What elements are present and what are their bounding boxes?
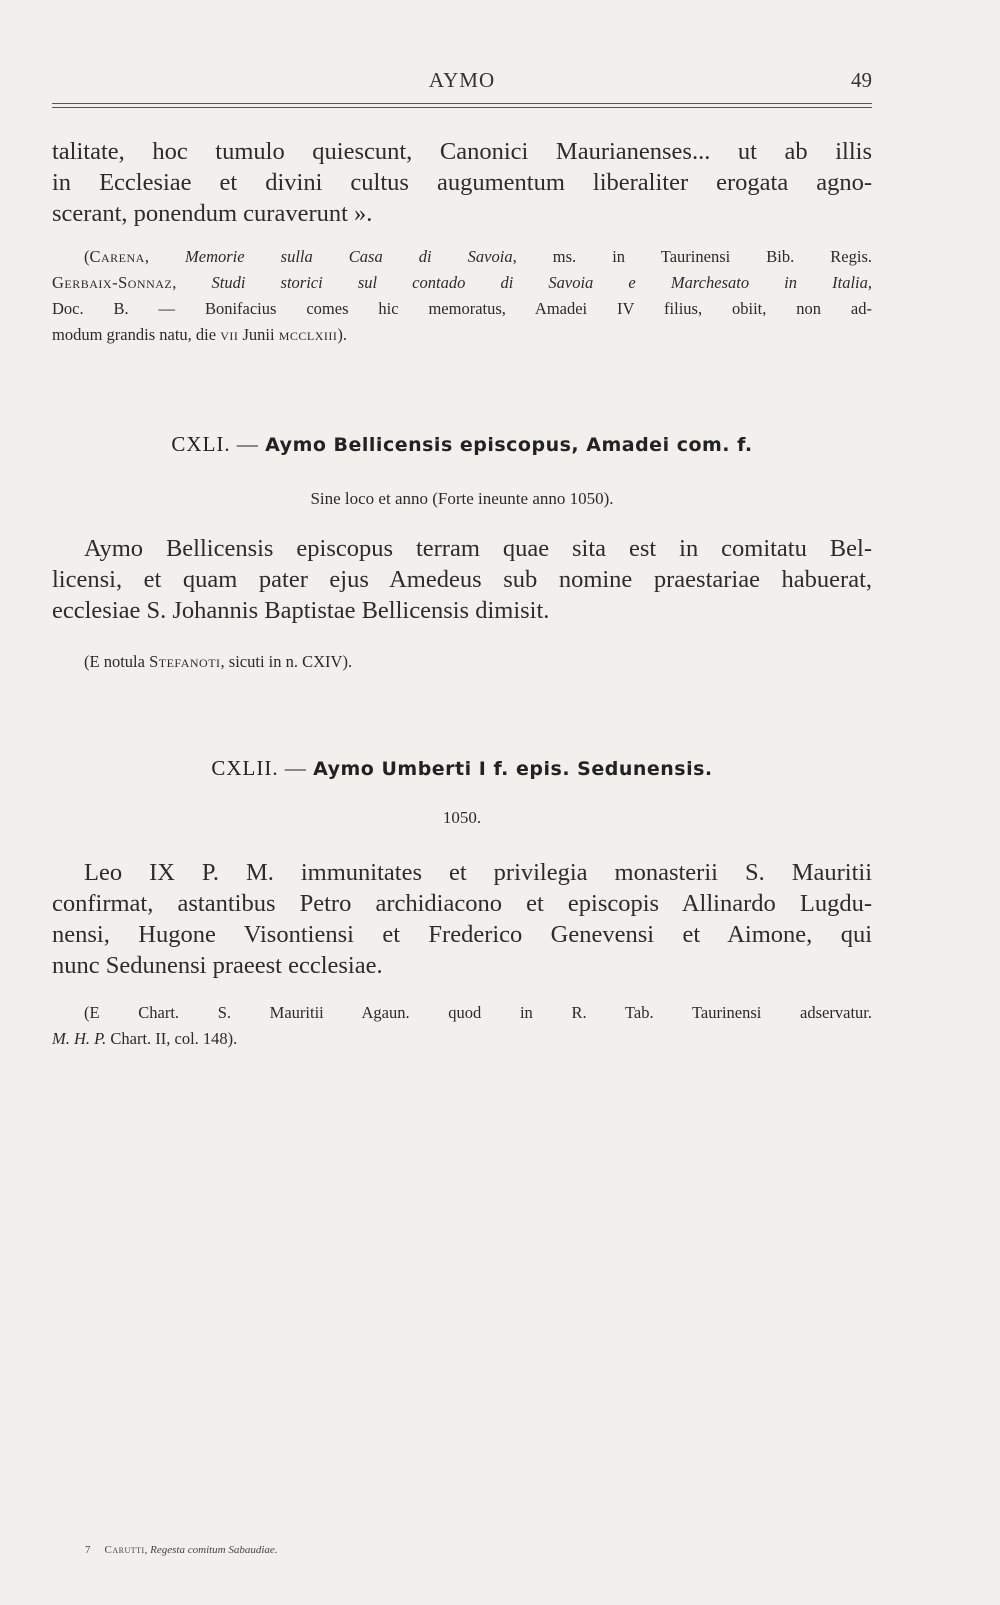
doc-141-line-1: Aymo Bellicensis episcopus terram quae sita est in comitatu Bel- xyxy=(84,535,872,562)
doc-141-source-author: Stefanoti xyxy=(149,652,221,671)
note1-line-2: Gerbaix-Sonnaz, Studi storici sul contado di Savoia e Marchesato in Italia, xyxy=(52,273,873,292)
doc-141-date: Sine loco et anno (Forte ineunte anno 1050). xyxy=(310,489,614,508)
footnote-title: Regesta comitum Sabaudiae. xyxy=(150,1544,278,1556)
note1-line-1: (Carena, Memorie sulla Casa di Savoia, ms. in Taurinensi Bib. Regis. xyxy=(84,247,873,266)
doc-141-title: Aymo Bellicensis episcopus, Amadei com. f. xyxy=(265,434,753,456)
doc-142-line-3: nensi, Hugone Visontiensi et Frederico Genevensi et Aimone, qui xyxy=(52,921,872,948)
intro-paragraph xyxy=(52,136,872,229)
note1-line-3: Doc. B. — Bonifacius comes hic memoratus, Amadei IV filius, obiit, non ad- xyxy=(52,299,872,318)
doc-141-line-2: licensi, et quam pater ejus Amedeus sub nomine praestariae habuerat, xyxy=(52,566,872,593)
note1-author-2: Gerbaix-Sonnaz xyxy=(52,273,173,292)
header-rule-top xyxy=(52,103,872,104)
intro-line-3: scerant, ponendum curaverunt ». xyxy=(52,200,373,227)
footnote: 7 Carutti, Regesta comitum Sabaudiae. xyxy=(85,1544,278,1556)
doc-142-line-1: Leo IX P. M. immunitates et privilegia monasterii S. Mauritii xyxy=(84,859,872,886)
doc-142-line-2: confirmat, astantibus Petro archidiacono et episcopis Allinardo Lugdu- xyxy=(52,890,872,917)
doc-142-heading xyxy=(52,756,872,781)
doc-141-line-3: ecclesiae S. Johannis Baptistae Bellicensis dimisit. xyxy=(52,597,550,624)
doc-142-line-4: nunc Sedunensi praeest ecclesiae. xyxy=(52,952,383,979)
footnote-mark: 7 xyxy=(85,1544,91,1556)
note1-line-4: modum grandis natu, die vii Junii mcclxiii). xyxy=(52,325,347,344)
doc-142-number: CXLII. — xyxy=(211,756,314,780)
running-header xyxy=(52,68,872,98)
note1-title-1: Memorie sulla Casa di Savoia xyxy=(185,247,513,266)
source-note-1 xyxy=(52,244,872,348)
doc-141-source: (E notula Stefanoti, sicuti in n. CXIV). xyxy=(84,652,353,671)
doc-142-date: 1050. xyxy=(442,808,482,827)
doc-141-heading xyxy=(52,432,872,457)
doc-141-number: CXLI. — xyxy=(171,432,266,456)
doc-142-text xyxy=(52,857,872,981)
note1-author-1: Carena xyxy=(89,247,145,266)
doc-142-title: Aymo Umberti I f. epis. Sedunensis. xyxy=(313,758,713,780)
doc-142-source-line-1: (E Chart. S. Mauritii Agaun. quod in R. Tab. Taurinensi adservatur. xyxy=(84,1003,872,1022)
footnote-author: Carutti xyxy=(104,1544,145,1556)
running-title: AYMO xyxy=(428,68,496,92)
doc-142-source xyxy=(52,1000,872,1052)
intro-line-1: talitate, hoc tumulo quiescunt, Canonici Maurianenses... ut ab illis xyxy=(52,138,872,165)
note1-title-2: Studi storici sul contado di Savoia e Marchesato in Italia, xyxy=(211,273,873,292)
doc-141-text xyxy=(52,533,872,626)
intro-line-2: in Ecclesiae et divini cultus augumentum liberaliter erogata agno- xyxy=(52,169,872,196)
doc-142-source-line-2: M. H. P. Chart. II, col. 148). xyxy=(52,1029,238,1048)
page-number: 49 xyxy=(851,68,872,92)
header-rule-bottom xyxy=(52,107,872,108)
